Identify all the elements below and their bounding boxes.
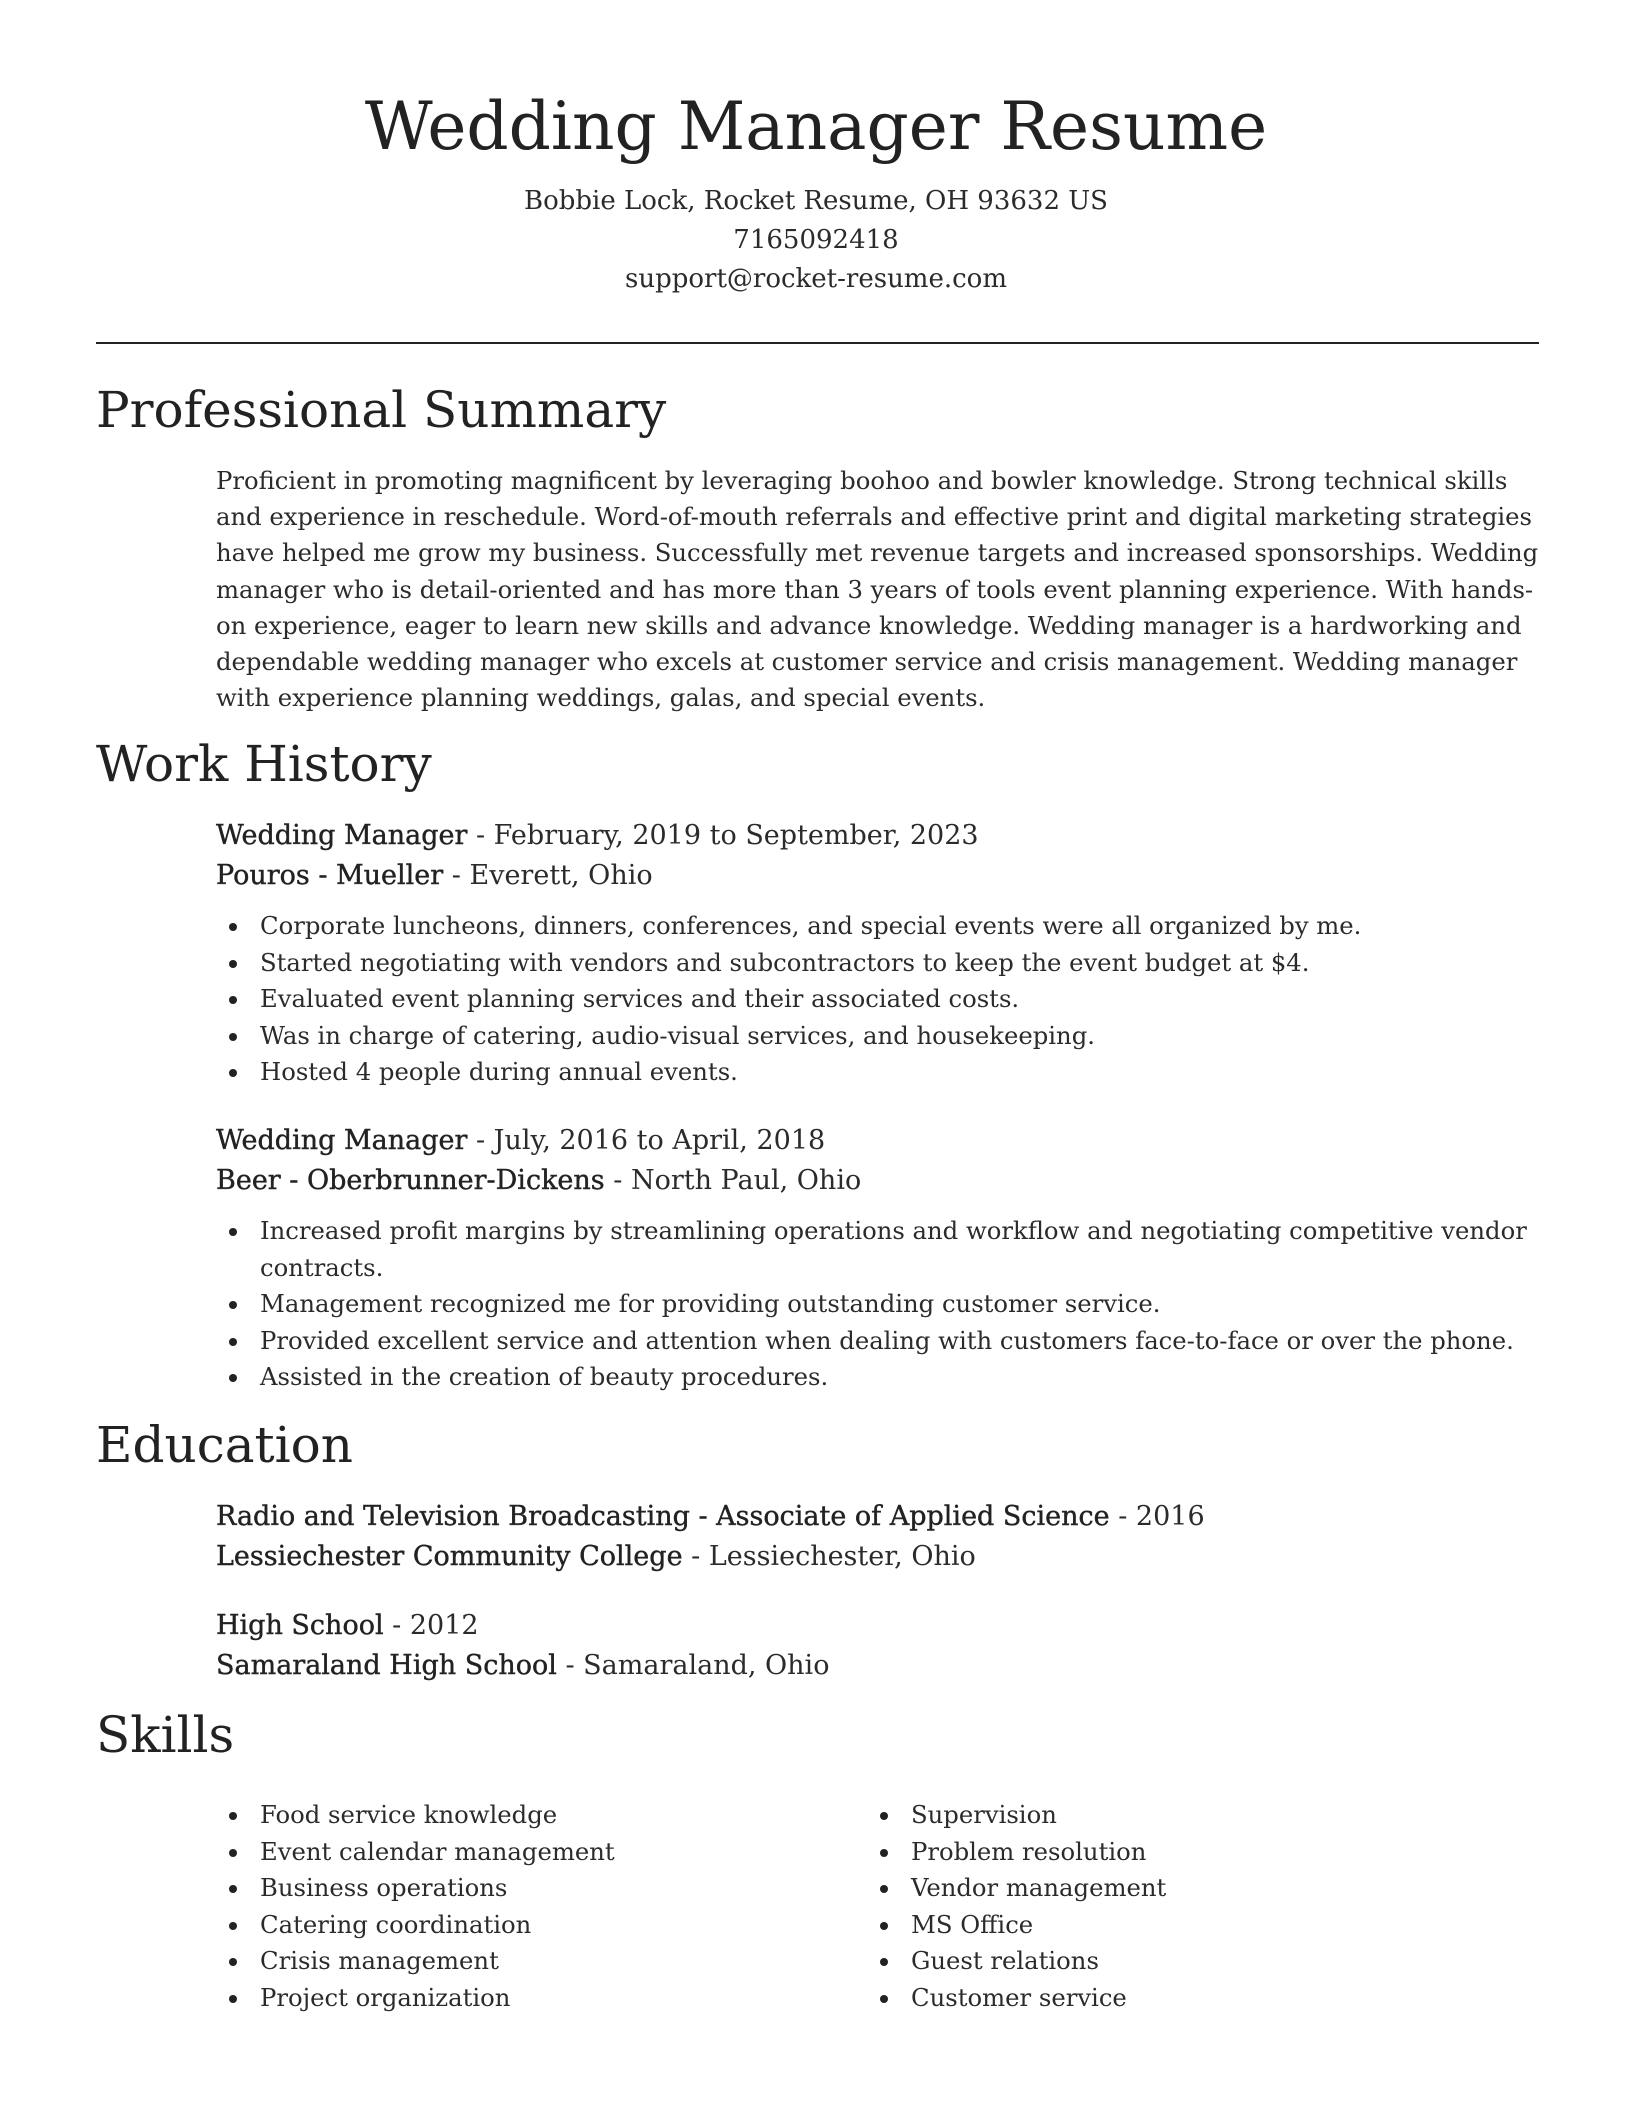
skill-item: Supervision (867, 1797, 1467, 1834)
job-bullets (216, 1213, 1541, 1396)
contact-email: support@rocket-resume.com (624, 264, 1007, 294)
job-company-line (216, 856, 1541, 896)
skill-item: Business operations (216, 1870, 816, 1907)
skills-list (216, 1797, 816, 2016)
resume-title: Wedding Manager Resume (364, 88, 1268, 165)
job-bullets (216, 908, 1541, 1091)
skill-item: Guest relations (867, 1943, 1467, 1980)
education-heading: Education (96, 1416, 353, 1474)
job-location: - North Paul, Ohio (604, 1165, 862, 1196)
summary-heading: Professional Summary (96, 381, 667, 439)
job-dates: - February, 2019 to September, 2023 (467, 820, 979, 851)
resume-header (0, 0, 1632, 299)
skills-column-right (867, 1797, 1467, 2016)
contact-info (0, 182, 1632, 299)
job-title-line (216, 816, 1541, 856)
edu-location: - Lessiechester, Ohio (682, 1541, 976, 1572)
edu-location: - Samaraland, Ohio (556, 1650, 830, 1681)
job-company: Beer - Oberbrunner-Dickens (216, 1165, 605, 1196)
edu-school: Lessiechester Community College (216, 1541, 683, 1572)
edu-school-line (216, 1646, 1541, 1686)
job-entry (216, 1121, 1541, 1396)
job-title-line (216, 1121, 1541, 1161)
job-bullet: Increased profit margins by streamlining operations and workflow and negotiating competitive vendor contracts. (216, 1213, 1541, 1286)
skills-column-left (216, 1797, 816, 2016)
job-bullet: Assisted in the creation of beauty procedures. (216, 1359, 1541, 1396)
edu-year: - 2016 (1109, 1501, 1205, 1532)
job-bullet: Provided excellent service and attention when dealing with customers face-to-face or over the phone. (216, 1323, 1541, 1360)
summary-text: Proficient in promoting magnificent by leveraging boohoo and bowler knowledge. Strong technical skills and experience in reschedule. Word-of-mouth referrals and effective print and digital marketing strategies have helped me grow my business. Successfully met revenue targets and increased sponsorships. Wedding manager who is detail-oriented and has more than 3 years of tools event planning experience. With hands-on experience, eager to learn new skills and advance knowledge. Wedding manager is a hardworking and dependable wedding manager who excels at customer service and crisis management. Wedding manager with experience planning weddings, galas, and special events. (216, 466, 1539, 713)
job-bullet: Management recognized me for providing outstanding customer service. (216, 1286, 1541, 1323)
skill-item: Catering coordination (216, 1907, 816, 1944)
skills-list (867, 1797, 1467, 2016)
education-entry (216, 1606, 1541, 1686)
edu-degree-line (216, 1606, 1541, 1646)
job-bullet: Hosted 4 people during annual events. (216, 1054, 1541, 1091)
job-title: Wedding Manager (216, 820, 468, 851)
job-bullet: Was in charge of catering, audio-visual services, and housekeeping. (216, 1018, 1541, 1055)
edu-degree: High School (216, 1610, 384, 1641)
job-company-line (216, 1161, 1541, 1201)
skill-item: Customer service (867, 1980, 1467, 2017)
job-bullet: Evaluated event planning services and their associated costs. (216, 981, 1541, 1018)
job-entry (216, 816, 1541, 1091)
contact-phone: 7165092418 (733, 225, 899, 255)
edu-school-line (216, 1537, 1541, 1577)
edu-year: - 2012 (383, 1610, 479, 1641)
job-company: Pouros - Mueller (216, 860, 444, 891)
skill-item: Food service knowledge (216, 1797, 816, 1834)
skill-item: Project organization (216, 1980, 816, 2017)
job-title: Wedding Manager (216, 1125, 468, 1156)
edu-school: Samaraland High School (216, 1650, 557, 1681)
skill-item: Problem resolution (867, 1834, 1467, 1871)
header-divider (96, 342, 1539, 344)
skill-item: Vendor management (867, 1870, 1467, 1907)
contact-address: Bobbie Lock, Rocket Resume, OH 93632 US (524, 186, 1108, 216)
skill-item: Event calendar management (216, 1834, 816, 1871)
skills-heading: Skills (96, 1706, 235, 1764)
edu-degree-line (216, 1497, 1541, 1537)
job-location: - Everett, Ohio (443, 860, 653, 891)
skill-item: Crisis management (216, 1943, 816, 1980)
education-entry (216, 1497, 1541, 1577)
job-dates: - July, 2016 to April, 2018 (467, 1125, 826, 1156)
work-history-heading: Work History (96, 735, 432, 793)
skill-item: MS Office (867, 1907, 1467, 1944)
job-bullet: Corporate luncheons, dinners, conferences, and special events were all organized by me. (216, 908, 1541, 945)
edu-degree: Radio and Television Broadcasting - Associate of Applied Science (216, 1501, 1110, 1532)
job-bullet: Started negotiating with vendors and subcontractors to keep the event budget at $4. (216, 945, 1541, 982)
